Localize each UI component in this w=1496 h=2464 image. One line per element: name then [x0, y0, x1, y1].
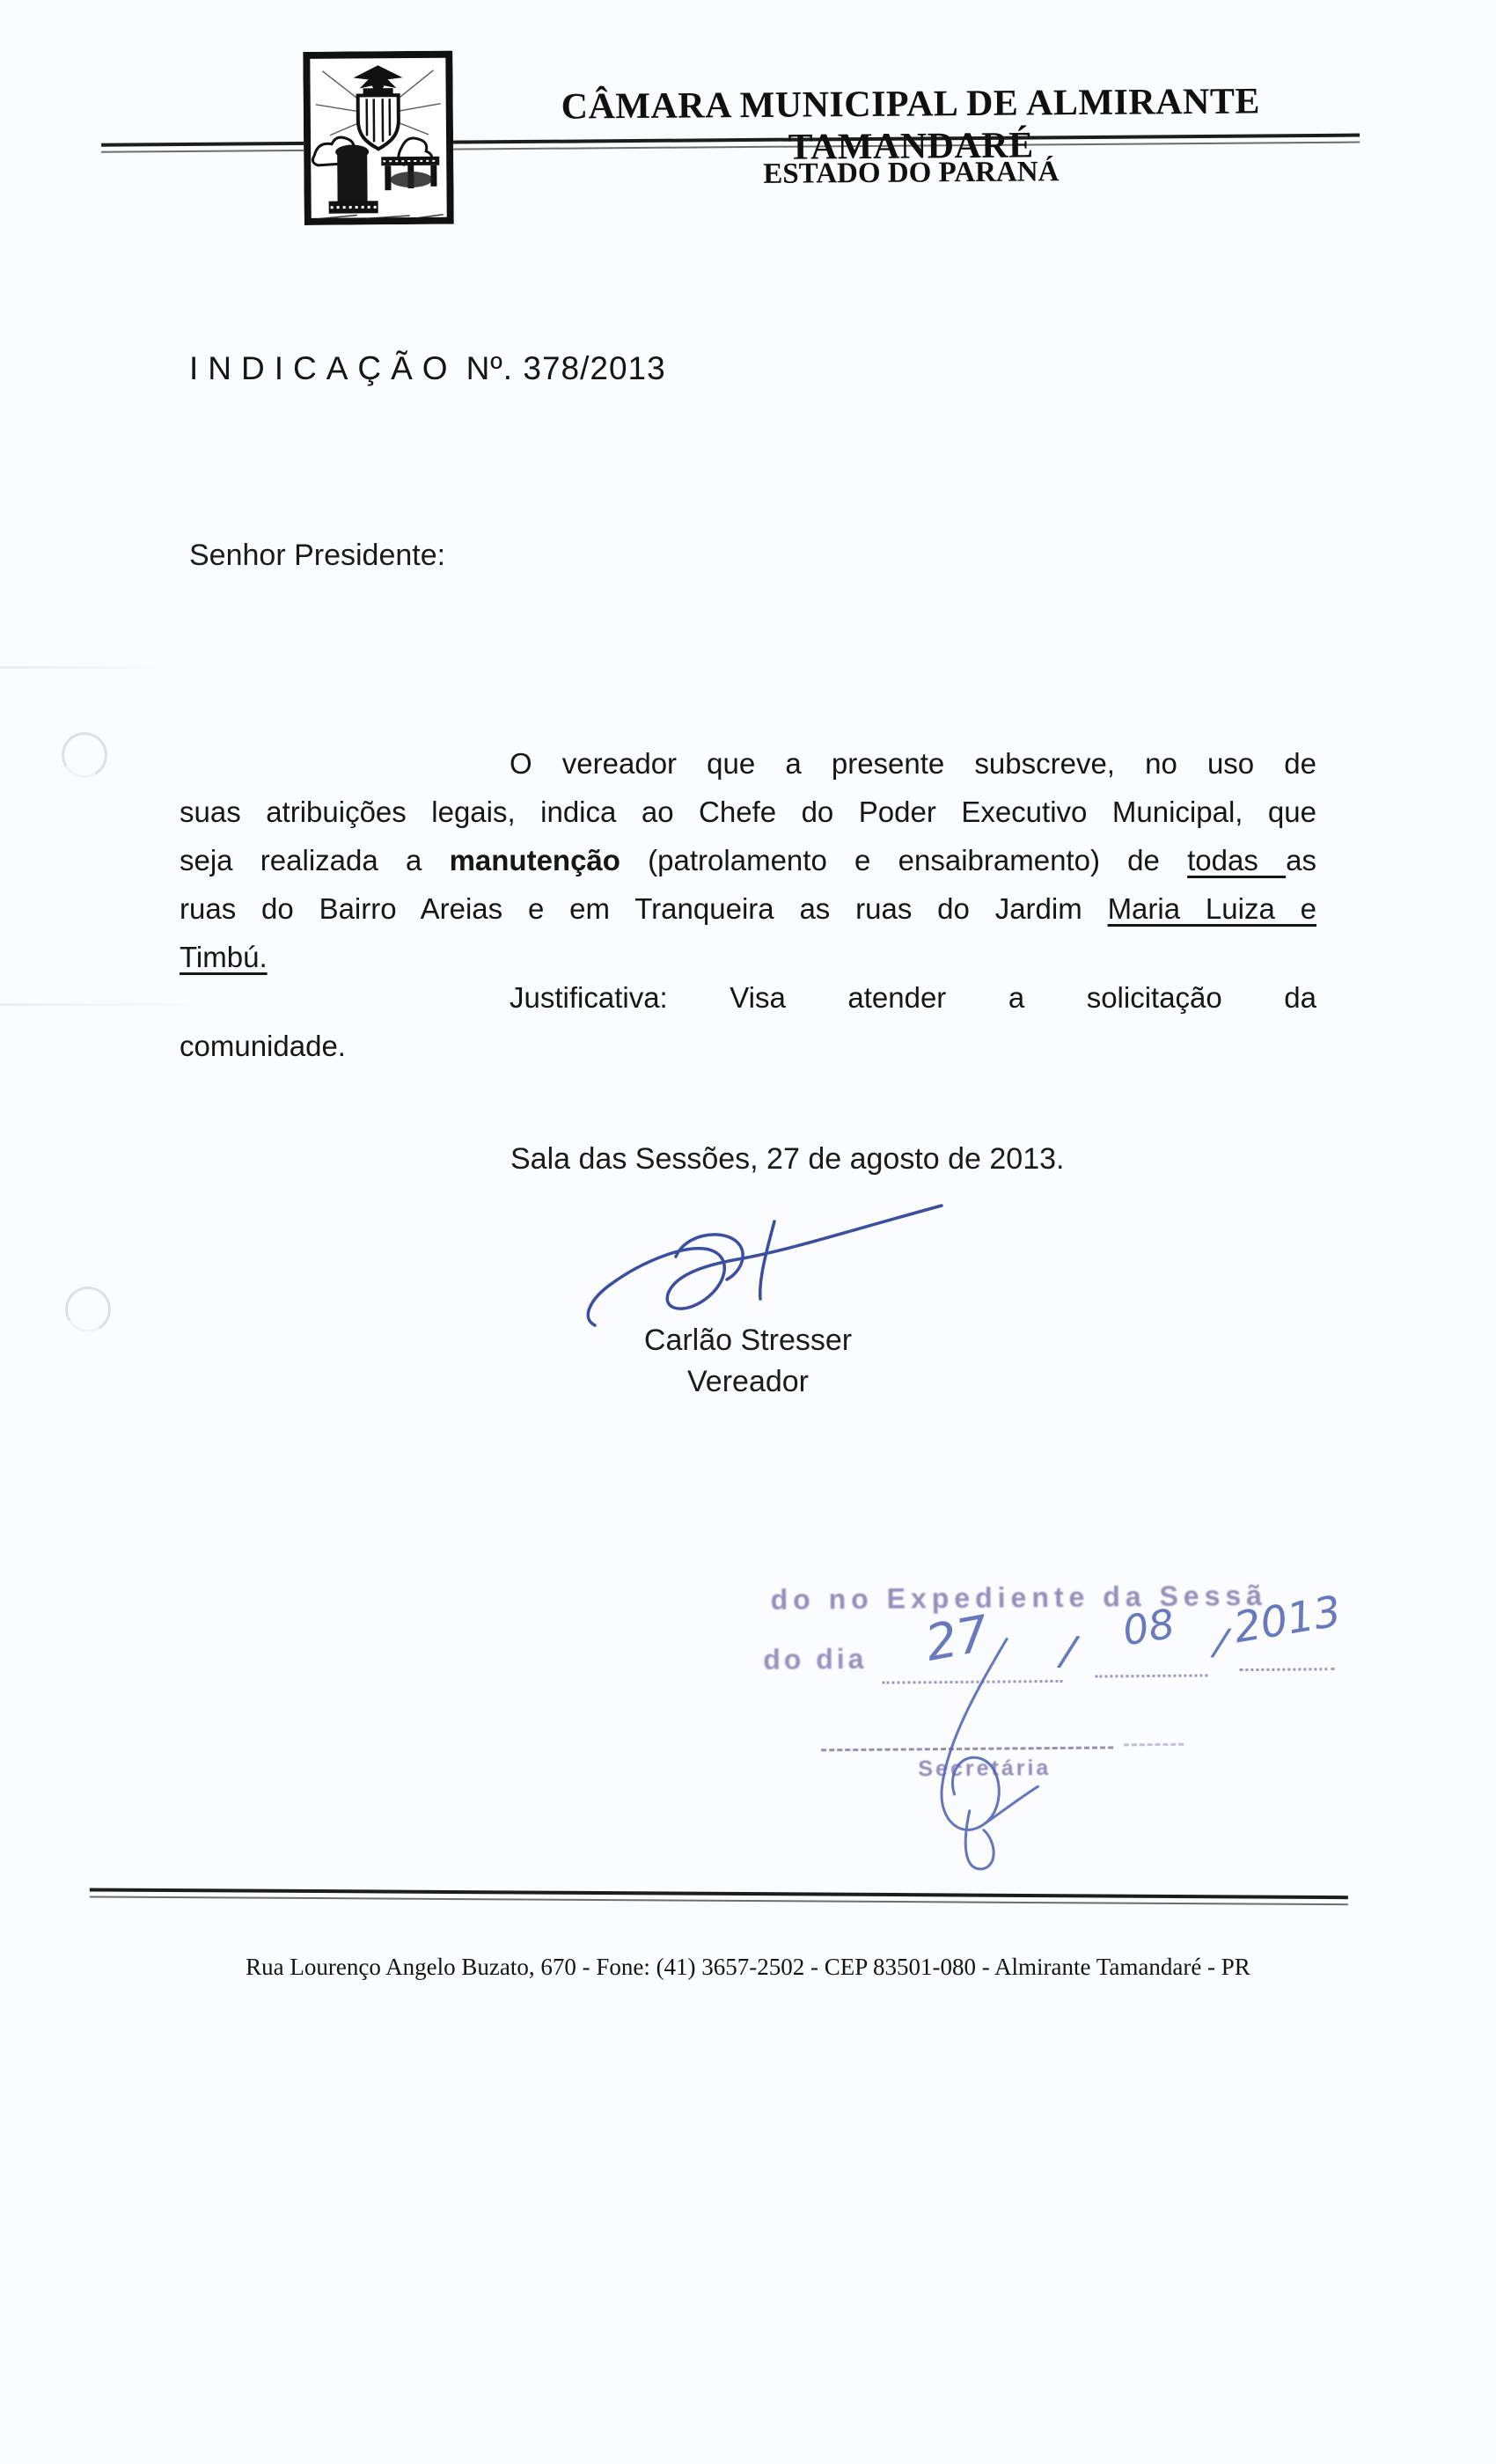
secretary-signature-ink: [910, 1634, 1061, 1886]
stamp-text-line2: do dia: [763, 1642, 868, 1676]
text-segment: O vereador que a presente subscreve, no uso de: [510, 747, 1316, 780]
handwritten-day: 27: [920, 1604, 994, 1673]
stamp-signature-line: [1124, 1743, 1184, 1747]
text-segment: manutenção: [449, 844, 620, 876]
text-segment: as: [1286, 844, 1316, 876]
text-segment: ruas do Bairro Areias e em Tranqueira as ruas do Jardim: [180, 892, 1108, 925]
handwritten-month: 08: [1118, 1599, 1178, 1655]
stamp-month-blank: [1095, 1674, 1207, 1677]
stamp-text-line1: do no Expediente da Sessã: [770, 1579, 1268, 1616]
handwritten-year: 2013: [1230, 1586, 1345, 1654]
handwritten-slash: /: [1212, 1619, 1229, 1664]
session-date-line: Sala das Sessões, 27 de agosto de 2013.: [510, 1142, 1065, 1176]
text-segment: todas: [1187, 844, 1287, 876]
document-type: INDICAÇÃO: [189, 350, 458, 386]
text-segment: Timbú.: [180, 941, 268, 973]
signer-name: Carlão Stresser: [643, 1324, 853, 1357]
signer-role: Vereador: [687, 1365, 809, 1398]
text-segment: suas atribuições legais, indica ao Chefe do Poder Executivo Municipal, que: [180, 796, 1316, 828]
salutation: Senhor Presidente:: [189, 539, 446, 572]
text-segment: seja realizada a: [180, 844, 450, 876]
document-number: Nº. 378/2013: [466, 350, 666, 386]
text-segment: Maria Luiza e: [1107, 892, 1316, 925]
secretary-label: Secretária: [918, 1756, 1052, 1782]
text-segment: Justificativa: Visa atender a solicitação da: [510, 981, 1316, 1014]
handwritten-slash: /: [1059, 1626, 1078, 1676]
text-segment: comunidade.: [180, 1030, 346, 1062]
organization-name: CÂMARA MUNICIPAL DE ALMIRANTE TAMANDARÉ: [561, 81, 1261, 168]
text-segment: (patrolamento e ensaibramento) de: [620, 844, 1188, 876]
state-name: ESTADO DO PARANÁ: [763, 156, 1060, 190]
stamp-year-blank: [1239, 1668, 1334, 1671]
footer-address: Rua Lourenço Angelo Buzato, 670 - Fone: (41) 3657-2502 - CEP 83501-080 - Almirante Tamandaré - PR: [246, 1954, 1250, 1980]
